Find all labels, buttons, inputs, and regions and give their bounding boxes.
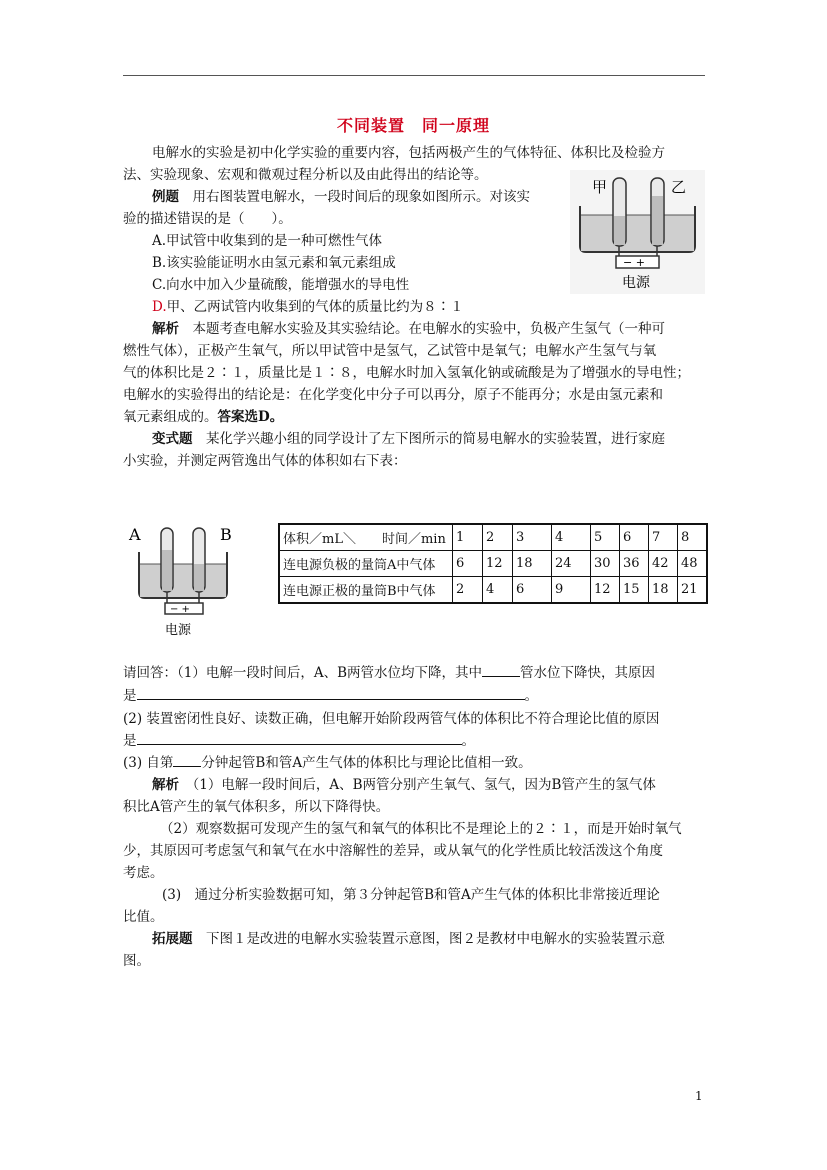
analysis-line: 气的体积比是２∶１，质量比是１∶８，电解水时加入氢氧化钠或硫酸是为了增强水的导电性； xyxy=(123,365,690,381)
option-d xyxy=(152,297,464,318)
extension-line: 图。 xyxy=(123,953,150,969)
variant-text: 某化学兴趣小组的同学设计了左下图所示的简易电解水的实验装置，进行家庭 xyxy=(192,431,665,447)
table-cell: 30 xyxy=(591,551,620,577)
option-c: C.向水中加入少量硫酸，能增强水的导电性 xyxy=(152,277,410,293)
power-label: 电源 xyxy=(165,623,192,638)
analysis-line xyxy=(123,407,283,428)
question-text: 是 xyxy=(123,733,137,749)
question-text: (3) 自第 xyxy=(123,755,174,771)
option-d-letter: D. xyxy=(152,299,167,315)
question-text: 是 xyxy=(123,688,137,704)
intro-line: 电解水的实验是初中化学实验的重要内容，包括两极产生的气体特征、体积比及检验方 xyxy=(152,145,665,161)
analysis-label: 解析 xyxy=(152,321,179,337)
answer-text: 答案选D。 xyxy=(217,409,284,425)
table-cell: 48 xyxy=(678,551,708,577)
page-title: 不同装置 同一原理 xyxy=(336,116,490,135)
table-cell: 42 xyxy=(649,551,678,577)
question-1-cont xyxy=(123,686,538,707)
gas-volume-table xyxy=(278,523,708,604)
option-b: B.该实验能证明水由氢元素和氧元素组成 xyxy=(152,255,396,271)
tube-label-yi: 乙 xyxy=(671,178,687,196)
question-text: 分钟起管B和管A产生气体的体积比与理论比值相一致。 xyxy=(201,755,532,771)
table-header-label: 体积／mL＼ 时间／min xyxy=(279,524,453,551)
table-cell: 2 xyxy=(483,524,513,551)
extension-label: 拓展题 xyxy=(152,931,193,947)
question-text: 。 xyxy=(524,688,538,704)
analysis-text: （1）电解一段时间后，A、B两管分别产生氧气、氢气，因为B管产生的氢气体 xyxy=(179,777,656,793)
table-cell: 36 xyxy=(620,551,649,577)
question-2: (2) 装置密闭性良好、读数正确，但电解开始阶段两管气体的体积比不符合理论比值的原因 xyxy=(123,711,660,727)
electrolysis-figure-1 xyxy=(570,170,705,294)
extension-line xyxy=(152,929,665,950)
answer-blank[interactable] xyxy=(482,663,520,677)
table-row xyxy=(279,524,707,551)
table-cell: 18 xyxy=(513,551,552,577)
answer-blank[interactable] xyxy=(173,753,201,767)
electrolysis-figure-2 xyxy=(127,520,237,640)
analysis-label: 解析 xyxy=(152,777,179,793)
table-cell: 6 xyxy=(620,524,649,551)
analysis2-line: 考虑。 xyxy=(123,865,164,881)
table-cell: 4 xyxy=(483,577,513,604)
tube-label-a: A xyxy=(129,525,141,544)
option-a: A.甲试管中收集到的是一种可燃性气体 xyxy=(152,233,383,249)
question-text: 。 xyxy=(461,733,475,749)
row-label: 连电源正极的量筒B中气体 xyxy=(279,577,453,604)
analysis-line: 电解水的实验得出的结论是：在化学变化中分子可以再分，原子不能再分；水是由氢元素和 xyxy=(123,387,663,403)
polarity-label: − + xyxy=(170,604,190,615)
example-stem xyxy=(152,187,530,208)
table-cell: 15 xyxy=(620,577,649,604)
example-label: 例题 xyxy=(152,189,179,205)
page-number: 1 xyxy=(695,1089,703,1103)
answer-blank[interactable] xyxy=(137,686,525,700)
table-cell: 24 xyxy=(552,551,591,577)
table-cell: 7 xyxy=(649,524,678,551)
tube-label-jia: 甲 xyxy=(592,178,608,196)
table-cell: 8 xyxy=(678,524,708,551)
analysis2-line: （2）观察数据可发现产生的氢气和氧气的体积比不是理论上的２∶１，而是开始时氧气 xyxy=(160,821,682,837)
table-cell: 2 xyxy=(453,577,483,604)
table-cell: 4 xyxy=(552,524,591,551)
analysis-line xyxy=(152,319,665,340)
table-cell: 6 xyxy=(453,551,483,577)
option-d-text: 甲、乙两试管内收集到的气体的质量比约为８∶１ xyxy=(166,299,464,315)
power-label: 电源 xyxy=(622,275,650,291)
polarity-label: − + xyxy=(623,256,645,269)
analysis2-line: 积比A管产生的氧气体积多，所以下降得快。 xyxy=(123,799,390,815)
question-2-cont xyxy=(123,731,475,752)
table-cell: 9 xyxy=(552,577,591,604)
table-cell: 21 xyxy=(678,577,708,604)
variant-line: 小实验，并测定两管逸出气体的体积如右下表： xyxy=(123,453,407,469)
table-cell: 6 xyxy=(513,577,552,604)
example-stem-cont: 验的描述错误的是（ ）。 xyxy=(123,211,292,227)
variant-line xyxy=(152,429,665,450)
analysis2-line: 少，其原因可考虑氢气和氧气在水中溶解性的差异，或从氧气的化学性质比较活泼这个角度 xyxy=(123,843,663,859)
variant-label: 变式题 xyxy=(152,431,193,447)
question-1 xyxy=(123,663,655,684)
header-rule xyxy=(123,75,705,76)
row-label: 连电源负极的量筒A中气体 xyxy=(279,551,453,577)
example-stem-text: 用右图装置电解水，一段时间后的现象如图所示。对该实 xyxy=(179,189,530,205)
question-text: 请回答：（1）电解一段时间后，A、B两管水位均下降，其中 xyxy=(123,665,483,681)
analysis2-line: 比值。 xyxy=(123,909,164,925)
answer-blank[interactable] xyxy=(137,731,462,745)
table-cell: 1 xyxy=(453,524,483,551)
table-cell: 3 xyxy=(513,524,552,551)
analysis-text: 氧元素组成的。 xyxy=(123,409,218,425)
extension-text: 下图１是改进的电解水实验装置示意图，图２是教材中电解水的实验装置示意 xyxy=(192,931,665,947)
analysis-line: 燃性气体），正极产生氧气，所以甲试管中是氢气，乙试管中是氧气；电解水产生氢气与氧 xyxy=(123,343,657,359)
question-3 xyxy=(123,753,532,774)
table-cell: 12 xyxy=(591,577,620,604)
table-cell: 5 xyxy=(591,524,620,551)
table-row xyxy=(279,577,707,604)
question-text: 管水位下降快，其原因 xyxy=(520,665,656,681)
tube-label-b: B xyxy=(220,525,232,544)
analysis2-line: (3) 通过分析实验数据可知，第３分钟起管B和管A产生气体的体积比非常接近理论 xyxy=(162,887,660,903)
table-row xyxy=(279,551,707,577)
analysis2-line xyxy=(152,775,656,796)
intro-line: 法、实验现象、宏观和微观过程分析以及由此得出的结论等。 xyxy=(123,167,488,183)
table-cell: 12 xyxy=(483,551,513,577)
table-cell: 18 xyxy=(649,577,678,604)
analysis-text: 本题考查电解水实验及其实验结论。在电解水的实验中，负极产生氢气（一种可 xyxy=(179,321,665,337)
